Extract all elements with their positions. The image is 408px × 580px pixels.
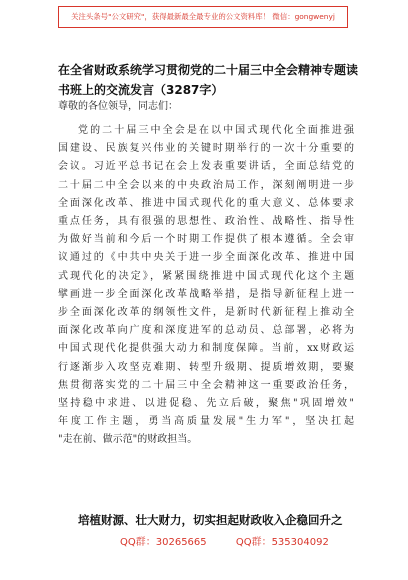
body-line: 焦贯彻落实党的二十届三中全会精神这一重要政治任务， [58, 379, 354, 391]
body-line: 擘画进一步全面深化改革战略举措，是指导新征程上进一 [58, 288, 354, 300]
body-line: 全面深化改革、推进中国式现代化的重大意义、总体要求 [58, 197, 354, 209]
section-subheading: 培植财源、壮大财力，切实担起财政收入企稳回升之 [78, 513, 343, 527]
footer-qq-group-1: QQ群：30265665 [120, 537, 207, 548]
body-line: 步全面深化改革的纲领性文件，是新时代新征程上推动全 [58, 307, 354, 319]
body-line: 面深化改革向广度和深度进军的总动员、总部署，必将为 [58, 325, 354, 337]
document-greeting: 尊敬的各位领导，同志们： [58, 101, 178, 112]
body-line: 会议。习近平总书记在会上发表重要讲话，全面总结党的 [58, 161, 354, 173]
body-line: 重点任务，具有很强的思想性、政治性、战略性、指导性 [58, 216, 354, 228]
body-line: 坚持稳中求进、以进促稳、先立后破，聚焦"巩固增效" [58, 398, 354, 410]
body-line: 行逐渐步入攻坚克难期、转型升级期、提质增效期，要聚 [58, 361, 354, 373]
body-line: 议通过的《中共中央关于进一步全面深化改革、推进中国 [58, 252, 354, 264]
footer-qq-groups [120, 535, 329, 551]
body-line: 国建设、民族复兴伟业的关键时期举行的一次十分重要的 [58, 143, 354, 155]
body-line: 式现代化的决定》，紧紧围绕推进中国式现代化这个主题 [58, 270, 354, 282]
document-title: 在全省财政系统学习贯彻党的二十届三中全会精神专题读书班上的交流发言（3287字） [58, 63, 359, 97]
body-line: 二十届二中全会以来的中央政治局工作，深刻阐明进一步 [58, 179, 354, 191]
header-banner: 关注头条号"公文研究"，获得最新最全最专业的公文资料库！ 微信：gongwenyj [58, 6, 348, 28]
body-line: 为做好当前和今后一个时期工作提供了根本遵循。全会审 [58, 234, 354, 246]
body-line: 年度工作主题，勇当高质量发展"生力军"，坚决扛起 [58, 416, 354, 428]
body-line: 中国式现代化提供强大动力和制度保障。当前，xx财政运 [58, 343, 354, 355]
body-line: "走在前、做示范"的财政担当。 [58, 434, 198, 446]
body-line: 党的二十届三中全会是在以中国式现代化全面推进强 [78, 125, 354, 136]
footer-qq-group-2: QQ群：535304092 [235, 537, 329, 548]
document-body [58, 122, 354, 450]
